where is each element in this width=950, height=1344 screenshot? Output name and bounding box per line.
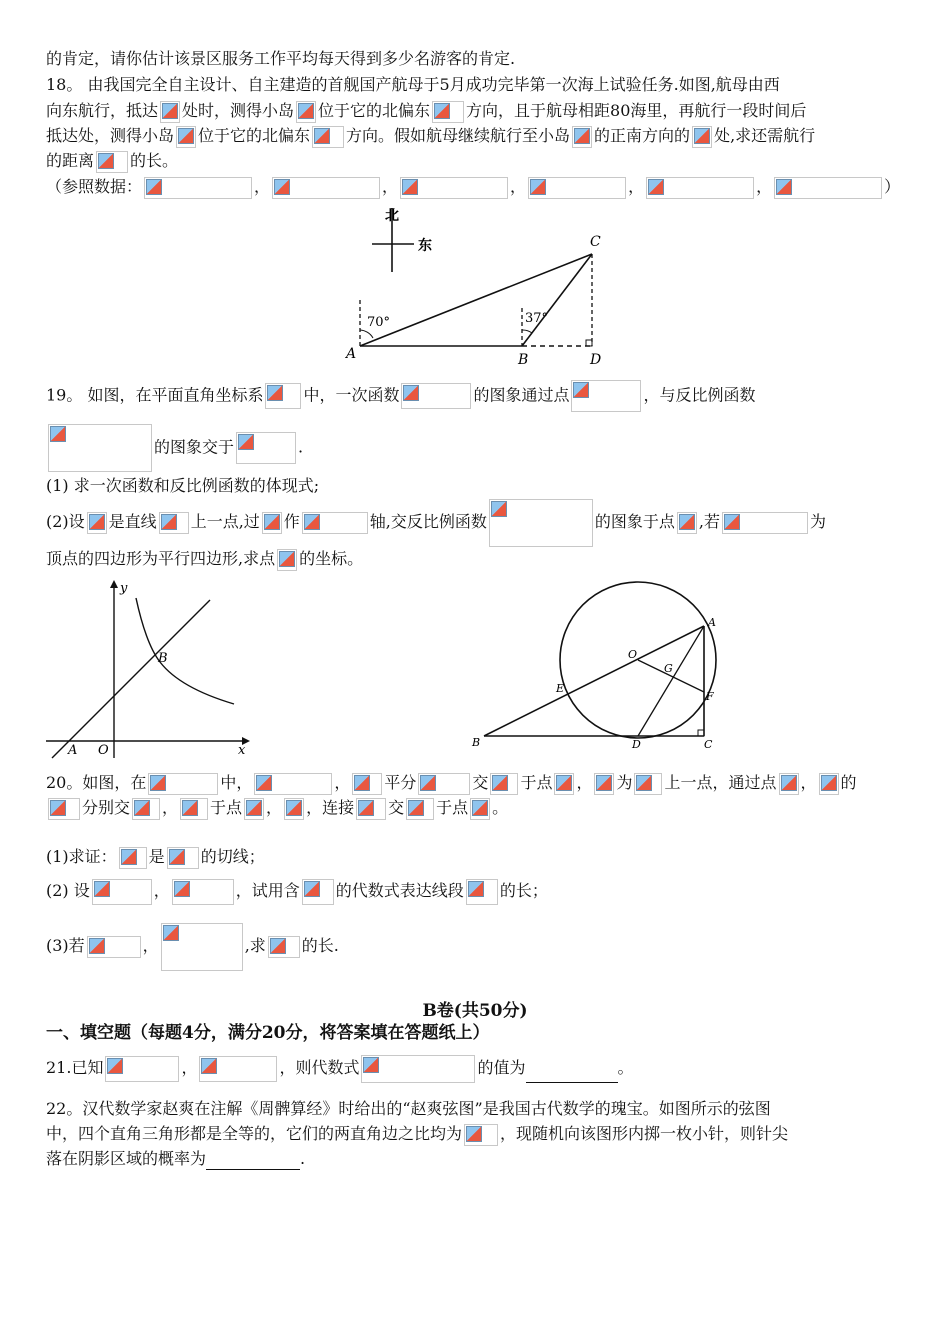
formula-image-icon bbox=[594, 773, 614, 795]
formula-image-icon bbox=[490, 773, 518, 795]
svg-text:y: y bbox=[120, 581, 128, 596]
svg-text:O: O bbox=[628, 648, 638, 661]
formula-image-icon bbox=[819, 773, 839, 795]
formula-image-icon bbox=[87, 512, 107, 534]
formula-image-icon bbox=[361, 1055, 475, 1083]
formula-image-icon bbox=[312, 126, 344, 148]
svg-text:东: 东 bbox=[418, 238, 432, 254]
svg-text:70°: 70° bbox=[367, 315, 391, 330]
formula-image-icon bbox=[634, 773, 662, 795]
svg-text:A: A bbox=[708, 616, 716, 629]
formula-image-icon bbox=[677, 512, 697, 534]
q19-part2-cont: 顶点的四边形为平行四边形,求点 的坐标。 bbox=[46, 548, 363, 571]
svg-text:x: x bbox=[238, 743, 246, 758]
answer-blank bbox=[526, 1082, 618, 1083]
svg-text:C: C bbox=[704, 738, 713, 751]
formula-image-icon bbox=[272, 177, 380, 199]
q21-line: 21.已知 ， ，则代数式 的值为 。 bbox=[46, 1054, 634, 1083]
formula-image-icon bbox=[167, 847, 199, 869]
formula-image-icon bbox=[572, 126, 592, 148]
formula-image-icon bbox=[356, 798, 386, 820]
svg-text:O: O bbox=[98, 743, 109, 758]
formula-image-icon bbox=[554, 773, 574, 795]
figure-19-coordinate-graph bbox=[40, 574, 260, 764]
part-b-title: B卷(共50分) bbox=[422, 1001, 528, 1021]
q22-line2: 中，四个直角三角形都是全等的，它们的两直角边之比均为 ，现随机向该图形内掷一枚小针，则针尖 bbox=[46, 1123, 788, 1146]
q18-line2: 向东航行，抵达 处时，测得小岛 位于它的北偏东 方向，且于航母相距80海里，再航行一段时间后 bbox=[46, 100, 806, 123]
formula-image-icon bbox=[470, 798, 490, 820]
formula-image-icon bbox=[432, 101, 464, 123]
formula-image-icon bbox=[244, 798, 264, 820]
q18-line4: 的距离 的长。 bbox=[46, 150, 178, 173]
formula-image-icon bbox=[87, 936, 141, 958]
svg-text:A: A bbox=[68, 743, 78, 758]
formula-image-icon bbox=[646, 177, 754, 199]
formula-image-icon bbox=[105, 1056, 179, 1082]
q20-line2: 分别交 ， 于点 ， ，连接 交 于点 。 bbox=[46, 797, 508, 820]
formula-image-icon bbox=[466, 879, 498, 905]
formula-image-icon bbox=[160, 101, 180, 123]
q22-line3: 落在阴影区域的概率为 . bbox=[46, 1149, 306, 1168]
svg-text:B: B bbox=[472, 736, 481, 749]
formula-image-icon bbox=[161, 923, 243, 971]
q19-part1: (1) 求一次函数和反比例函数的体现式; bbox=[46, 476, 320, 495]
formula-image-icon bbox=[284, 798, 304, 820]
formula-image-icon bbox=[779, 773, 799, 795]
answer-blank bbox=[206, 1169, 300, 1170]
svg-text:F: F bbox=[706, 690, 714, 703]
formula-image-icon bbox=[296, 101, 316, 123]
formula-image-icon bbox=[132, 798, 160, 820]
figure-20-circle-diagram bbox=[470, 580, 730, 752]
q19-line1: 19。 如图，在平面直角坐标系 中，一次函数 的图象通过点 ，与反比例函数 bbox=[46, 380, 756, 412]
q18-reference-data: （参照数据： ， ， ， ， ， ） bbox=[46, 176, 900, 199]
formula-image-icon bbox=[48, 798, 80, 820]
formula-image-icon bbox=[262, 512, 282, 534]
q20-line1: 20。如图，在 中， ， 平分 交 于点 ， 为 上一点，通过点 ， 的 bbox=[46, 772, 857, 795]
formula-image-icon bbox=[96, 151, 128, 173]
formula-image-icon bbox=[401, 383, 471, 409]
svg-text:A: A bbox=[346, 346, 357, 362]
formula-image-icon bbox=[172, 879, 234, 905]
formula-image-icon bbox=[176, 126, 196, 148]
formula-image-icon bbox=[254, 773, 332, 795]
formula-image-icon bbox=[418, 773, 470, 795]
svg-text:C: C bbox=[590, 234, 601, 250]
part-b-section-heading: 一、填空题（每题4分，满分20分，将答案填在答题纸上） bbox=[46, 1023, 490, 1043]
svg-text:B: B bbox=[518, 352, 529, 368]
formula-image-icon bbox=[119, 847, 147, 869]
svg-text:D: D bbox=[632, 738, 641, 751]
formula-image-icon bbox=[159, 512, 189, 534]
formula-image-icon bbox=[406, 798, 434, 820]
formula-image-icon bbox=[352, 773, 382, 795]
q20-part3: (3)若 ， ,求 的长. bbox=[46, 922, 339, 971]
formula-image-icon bbox=[92, 879, 152, 905]
formula-image-icon bbox=[48, 424, 152, 472]
q20-part2: (2) 设 ， ，试用含 的代数式表达线段 的长； bbox=[46, 876, 548, 906]
q19-part2: (2)设 是直线 上一点,过 作 轴,交反比例函数 的图象于点 ,若 为 bbox=[46, 498, 826, 547]
q18-line1: 18。 由我国完全自主设计、自主建造的首舰国产航母于5月成功完毕第一次海上试验任务.如图,航母由西 bbox=[46, 75, 780, 94]
svg-text:北: 北 bbox=[385, 208, 399, 224]
svg-text:D: D bbox=[590, 352, 602, 368]
svg-text:B: B bbox=[158, 651, 168, 666]
formula-image-icon bbox=[236, 432, 296, 464]
q20-part1: (1)求证： 是 的切线； bbox=[46, 846, 265, 869]
formula-image-icon bbox=[489, 499, 593, 547]
formula-image-icon bbox=[268, 936, 300, 958]
svg-text:37°: 37° bbox=[525, 311, 549, 326]
formula-image-icon bbox=[277, 549, 297, 571]
q22-line1: 22。汉代数学家赵爽在注解《周髀算经》时给出的“赵爽弦图”是我国古代数学的瑰宝。如图所示的弦图 bbox=[46, 1099, 771, 1118]
svg-text:G: G bbox=[664, 662, 673, 675]
formula-image-icon bbox=[302, 879, 334, 905]
q19-line2: 的图象交于 . bbox=[46, 424, 303, 472]
formula-image-icon bbox=[722, 512, 808, 534]
formula-image-icon bbox=[400, 177, 508, 199]
formula-image-icon bbox=[692, 126, 712, 148]
formula-image-icon bbox=[199, 1056, 277, 1082]
formula-image-icon bbox=[265, 383, 301, 409]
formula-image-icon bbox=[774, 177, 882, 199]
svg-text:E: E bbox=[556, 682, 565, 695]
formula-image-icon bbox=[302, 512, 368, 534]
formula-image-icon bbox=[528, 177, 626, 199]
formula-image-icon bbox=[148, 773, 218, 795]
formula-image-icon bbox=[144, 177, 252, 199]
q18-line3: 抵达处，测得小岛 位于它的北偏东 方向。假如航母继续航行至小岛 的正南方向的 处,求还需航行 bbox=[46, 125, 815, 148]
figure-18-navigation-diagram bbox=[340, 200, 630, 372]
formula-image-icon bbox=[180, 798, 208, 820]
formula-image-icon bbox=[571, 380, 641, 412]
formula-image-icon bbox=[464, 1124, 498, 1146]
q17-tail: 的肯定，请你估计该景区服务工作平均每天得到多少名游客的肯定. bbox=[46, 49, 516, 68]
